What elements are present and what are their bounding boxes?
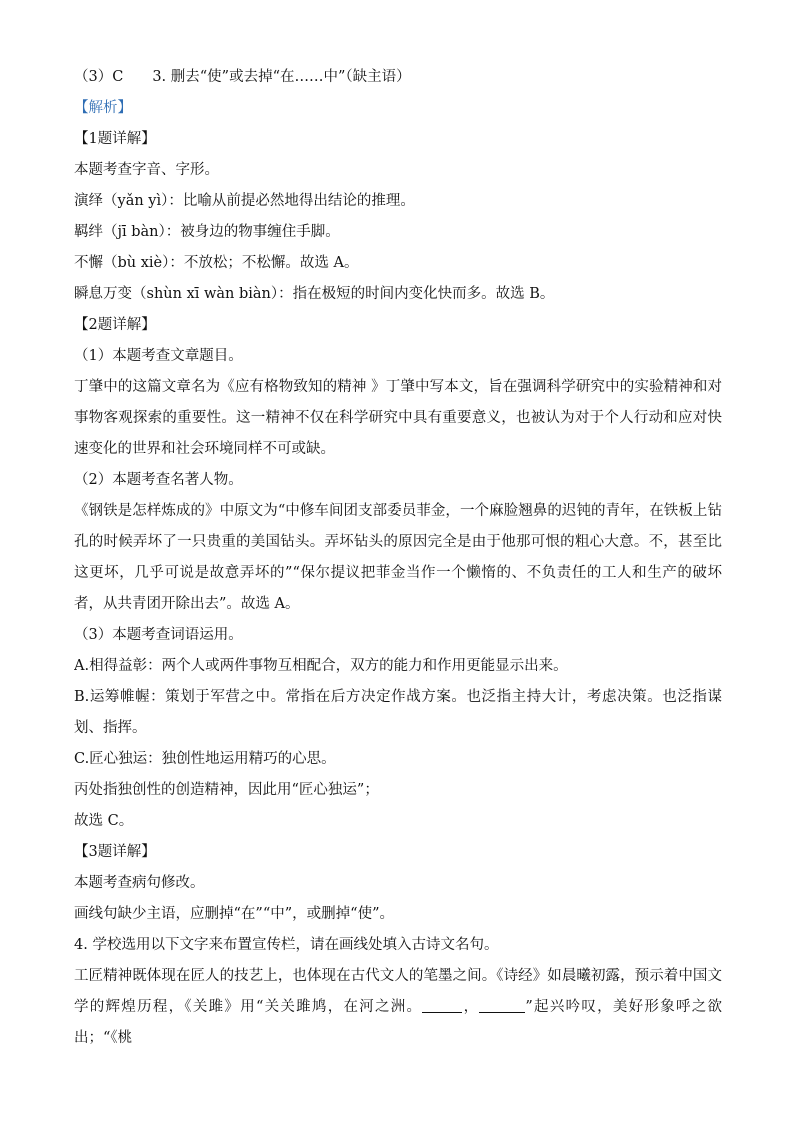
section-heading-3: 【3题详解】 <box>74 844 156 860</box>
paragraph: B.运筹帷幄：策划于军营之中。常指在后方决定作战方案。也泛指主持大计，考虑决策。也泛指谋划、指挥。 <box>74 689 722 736</box>
text-line: 故选 C。 <box>74 813 134 829</box>
section-heading-2: 【2题详解】 <box>74 317 156 333</box>
text-line: （3）本题考查词语运用。 <box>74 627 243 643</box>
fill-blank-2[interactable] <box>479 997 525 1013</box>
text-line: 本题考查病句修改。 <box>74 875 205 891</box>
text-line: C.匠心独运：独创性地运用精巧的心思。 <box>74 751 336 767</box>
question-4: 4. 学校选用以下文字来布置宣传栏，请在画线处填入古诗文名句。 <box>74 937 499 953</box>
text-line: （1）本题考查文章题目。 <box>74 348 243 364</box>
paragraph: 丁肇中的这篇文章名为《应有格物致知的精神 》丁肇中写本文，旨在强调科学研究中的实验精神和对事物客观探索的重要性。这一精神不仅在科学研究中具有重要意义，也被认为对于个人行动和应对快速变化的世界和社会环境同样不可或缺。 <box>74 379 722 457</box>
text-line: 画线句缺少主语，应删掉“在”“中”，或删掉“使”。 <box>74 906 394 922</box>
analysis-heading: 【解析】 <box>74 100 132 116</box>
text-line: A.相得益彰：两个人或两件事物互相配合，双方的能力和作用更能显示出来。 <box>74 658 568 674</box>
document-page <box>74 62 722 1054</box>
fill-blank-1[interactable] <box>422 997 462 1013</box>
answer-line: （3）C 3. 删去“使”或去掉“在……中”（缺主语） <box>74 69 411 85</box>
passage-text: 工匠精神既体现在匠人的技艺上，也体现在古代文人的笔墨之间。《诗经》如晨曦初露，预示着中国文学的辉煌历程，《关雎》用“关关雎鸠，在河之洲。 <box>74 968 722 1015</box>
text-line: 演绎（yǎn yì）：比喻从前提必然地得出结论的推理。 <box>74 193 415 209</box>
passage-text-continued: ”起兴吟叹，美好形象呼之欲出；“《桃 <box>74 999 722 1046</box>
section-heading-1: 【1题详解】 <box>74 131 156 147</box>
text-line: 瞬息万变（shùn xī wàn biàn）：指在极短的时间内变化快而多。故选 B。 <box>74 286 555 302</box>
question-4-passage <box>74 961 722 1054</box>
text-line: 丙处指独创性的创造精神，因此用“匠心独运”； <box>74 782 379 798</box>
text-line: 本题考查字音、字形。 <box>74 162 219 178</box>
text-line: 不懈（bù xiè）：不放松；不松懈。故选 A。 <box>74 255 359 271</box>
text-line: （2）本题考查名著人物。 <box>74 472 243 488</box>
text-line: 羁绊（jī bàn）：被身边的物事缠住手脚。 <box>74 224 340 240</box>
paragraph: 《钢铁是怎样炼成的》中原文为“中修车间团支部委员菲金，一个麻脸翘鼻的迟钝的青年，在铁板上钻孔的时候弄坏了一只贵重的美国钻头。弄坏钻头的原因完全是由于他那可恨的粗心大意。不，甚至比这更坏，几乎可说是故意弄坏的”“保尔提议把菲金当作一个懒惰的、不负责任的工人和生产的破坏者，从共青团开除出去”。故选 A。 <box>74 503 722 612</box>
blank-separator: ， <box>462 999 480 1015</box>
